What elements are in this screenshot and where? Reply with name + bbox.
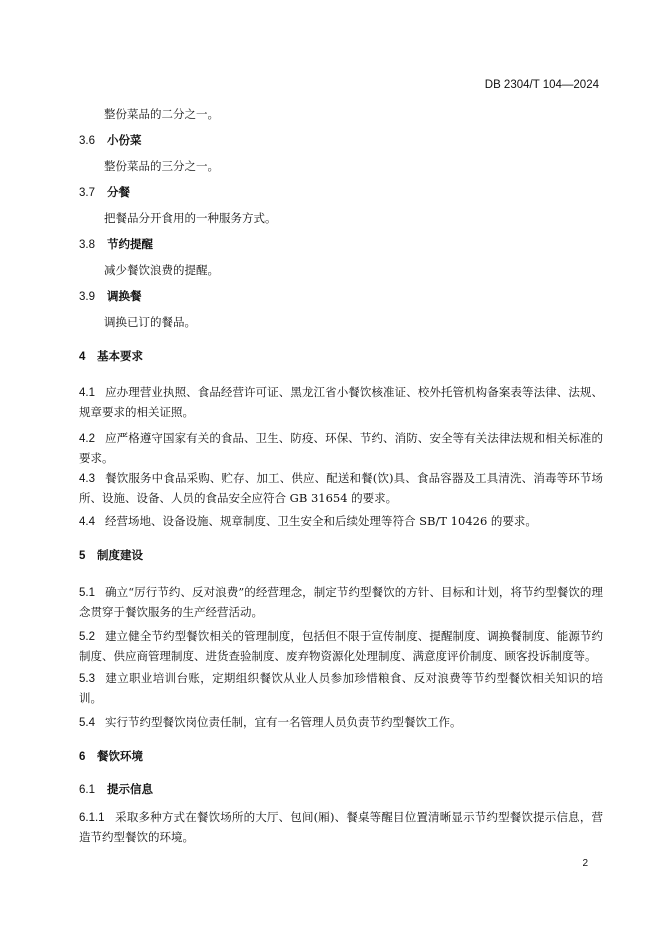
clause-6-1-1	[79, 808, 603, 847]
clause-number: 4.4	[79, 516, 95, 528]
section-heading-5	[79, 545, 603, 567]
section-number: 6	[79, 751, 86, 763]
clause-text: 经营场地、设备设施、规章制度、卫生安全和后续处理等符合 SB/T 10426 的要求。	[105, 514, 537, 528]
clause-number: 5.4	[79, 717, 95, 729]
term-heading-3-6	[79, 130, 603, 152]
clause-4-1	[79, 383, 603, 422]
section-heading-4	[79, 346, 603, 368]
clause-number: 4.2	[79, 433, 95, 445]
term-heading-3-8	[79, 234, 603, 256]
term-number: 3.8	[79, 239, 95, 251]
clause-number: 4.3	[79, 473, 95, 485]
clause-5-2	[79, 627, 603, 666]
clause-5-1	[79, 583, 603, 622]
clause-text: 餐饮服务中食品采购、贮存、加工、供应、配送和餐(饮)具、食品容器及工具清洗、消毒等环节场所、设施、设备、人员的食品安全应符合 GB 31654 的要求。	[79, 471, 603, 505]
term-title: 分餐	[107, 187, 130, 199]
clause-text: 建立健全节约型餐饮相关的管理制度，包括但不限于宣传制度、提醒制度、调换餐制度、能源节约制度、供应商管理制度、进货查验制度、废弃物资源化处理制度、满意度评价制度、顾客投诉制度等。	[79, 629, 603, 663]
clause-text: 建立职业培训台账，定期组织餐饮从业人员参加珍惜粮食、反对浪费等节约型餐饮相关知识的培训。	[79, 671, 603, 705]
clause-number: 6.1.1	[79, 812, 105, 824]
definition-text: 把餐品分开食用的一种服务方式。	[104, 211, 277, 225]
clause-5-3	[79, 669, 603, 708]
term-number: 3.9	[79, 291, 95, 303]
definition-text: 减少餐饮浪费的提醒。	[104, 263, 219, 277]
page-number: 2	[582, 858, 588, 869]
section-title: 制度建设	[97, 550, 143, 562]
term-title: 节约提醒	[107, 239, 153, 251]
subsection-heading-6-1	[79, 779, 603, 801]
section-title: 餐饮环境	[97, 751, 143, 763]
term-title: 调换餐	[107, 291, 142, 303]
clause-number: 5.2	[79, 631, 95, 643]
clause-4-4	[79, 512, 603, 532]
clause-5-4	[79, 713, 603, 733]
definition-text: 调换已订的餐品。	[104, 315, 196, 329]
section-heading-6	[79, 746, 603, 768]
document-code-header: DB 2304/T 104—2024	[484, 79, 599, 91]
term-number: 3.7	[79, 187, 95, 199]
subsection-number: 6.1	[79, 784, 95, 796]
clause-number: 5.1	[79, 587, 95, 599]
clause-text: 实行节约型餐饮岗位责任制，宜有一名管理人员负责节约型餐饮工作。	[105, 715, 462, 729]
definition-text: 整份菜品的二分之一。	[104, 107, 219, 121]
section-number: 5	[79, 550, 86, 562]
term-number: 3.6	[79, 135, 95, 147]
clause-text: 应办理营业执照、食品经营许可证、黑龙江省小餐饮核准证、校外托管机构备案表等法律、法规、规章要求的相关证照。	[79, 385, 603, 419]
clause-text: 采取多种方式在餐饮场所的大厅、包间(厢)、餐桌等醒目位置清晰显示节约型餐饮提示信息，营造节约型餐饮的环境。	[79, 810, 603, 844]
term-heading-3-7	[79, 182, 603, 204]
clause-4-3	[79, 469, 603, 508]
clause-number: 5.3	[79, 673, 95, 685]
term-heading-3-9	[79, 286, 603, 308]
subsection-title: 提示信息	[107, 784, 153, 796]
clause-text: 应严格遵守国家有关的食品、卫生、防疫、环保、节约、消防、安全等有关法律法规和相关标准的要求。	[79, 431, 603, 465]
term-title: 小份菜	[107, 135, 142, 147]
clause-number: 4.1	[79, 387, 95, 399]
definition-text: 整份菜品的三分之一。	[104, 159, 219, 173]
section-number: 4	[79, 351, 86, 363]
section-title: 基本要求	[97, 351, 143, 363]
clause-text: 确立“厉行节约、反对浪费”的经营理念，制定节约型餐饮的方针、目标和计划，将节约型餐饮的理念贯穿于餐饮服务的生产经营活动。	[79, 585, 603, 619]
clause-4-2	[79, 429, 603, 468]
